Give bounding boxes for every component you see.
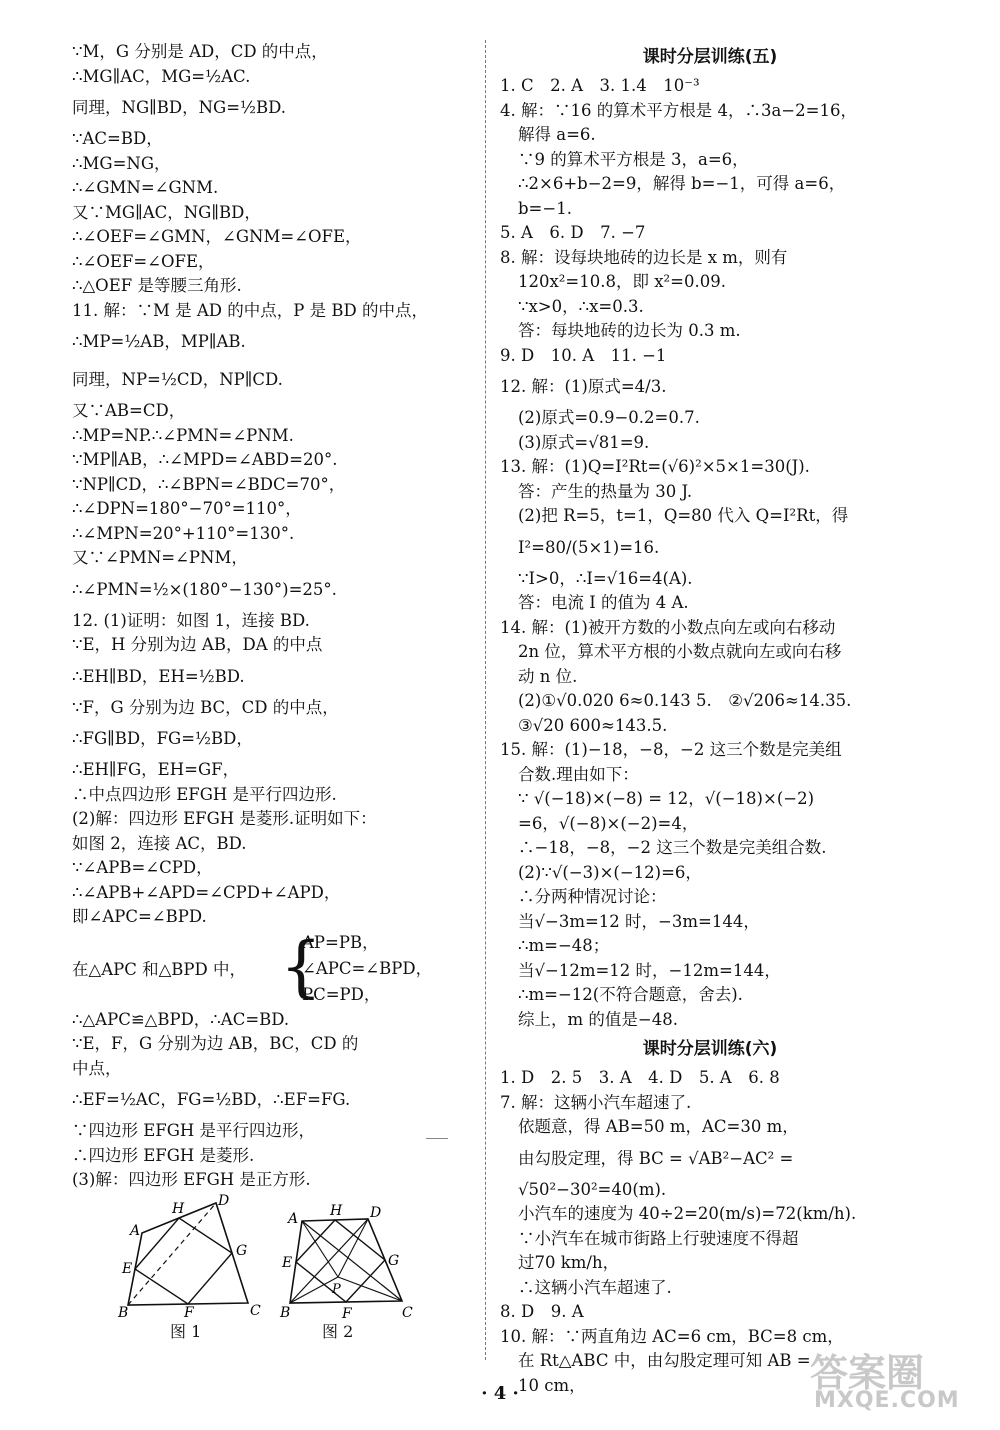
text-line: 小汽车的速度为 40÷2=20(m/s)=72(km/h). bbox=[518, 1204, 857, 1223]
text-line: ∴四边形 EFGH 是菱形. bbox=[72, 1145, 255, 1165]
text-line: b=−1. bbox=[518, 198, 572, 218]
stray-mark bbox=[426, 1138, 448, 1139]
left-solution-lines bbox=[72, 40, 472, 930]
text-line: ∴∠MPN=20°+110°=130°. bbox=[72, 523, 295, 543]
text-line: ∵NP∥CD，∴∠BPN=∠BDC=70°， bbox=[72, 474, 346, 494]
text-line: 12. 解：(1)原式=4/3. bbox=[500, 377, 667, 396]
text-line: ∴EF=½AC，FG=½BD，∴EF=FG. bbox=[72, 1090, 351, 1109]
text-line: 如图 2，连接 AC，BD. bbox=[72, 833, 247, 853]
section-title-6: 课时分层训练(六) bbox=[642, 1039, 778, 1059]
text-line: (2)原式=0.9−0.2=0.7. bbox=[518, 408, 700, 427]
text-line: 8. 解：设每块地砖的边长是 x m，则有 bbox=[500, 247, 788, 267]
text-line: ∴∠APB+∠APD=∠CPD+∠APD， bbox=[72, 882, 341, 902]
text-line: 又∵MG∥AC，NG∥BD， bbox=[72, 202, 261, 222]
text-line: ∴分两种情况讨论： bbox=[518, 887, 667, 906]
text-line: ∴中点四边形 EFGH 是平行四边形. bbox=[72, 784, 337, 804]
text-line: ∵∠APB=∠CPD， bbox=[72, 858, 213, 877]
quad-efgh-1 bbox=[135, 1218, 232, 1304]
system-label: 在△APC 和△BPD 中， bbox=[72, 959, 246, 979]
text-line: (3)原式=√81=9. bbox=[518, 432, 650, 452]
text-line: ∴∠PMN=½×(180°−130°)=25°. bbox=[72, 579, 337, 599]
text-line: ∵9 的算术平方根是 3，a=6， bbox=[518, 149, 749, 169]
text-line: 120x²=10.8，即 x²=0.09. bbox=[518, 272, 726, 291]
text-line: 答：每块地砖的边长为 0.3 m. bbox=[518, 321, 741, 340]
text-line: ∵四边形 EFGH 是平行四边形， bbox=[72, 1121, 316, 1140]
page-number: · 4 · bbox=[481, 1383, 519, 1404]
diagonal-bd-1 bbox=[128, 1200, 216, 1305]
text-line: ∴FG∥BD，FG=½BD， bbox=[72, 729, 253, 748]
quad-abcd-1 bbox=[128, 1200, 248, 1305]
text-line: 7. 解：这辆小汽车超速了. bbox=[500, 1092, 692, 1112]
text-line: ∴MP=NP.∴∠PMN=∠PNM. bbox=[72, 425, 294, 445]
label-b: B bbox=[118, 1304, 129, 1321]
text-line: ∴△APC≌△BPD，∴AC=BD. bbox=[72, 1009, 290, 1029]
left-column bbox=[72, 40, 472, 1343]
figure-2-caption: 图 2 bbox=[322, 1321, 354, 1341]
svg-text:A: A bbox=[288, 1210, 299, 1227]
text-line: ∴MG=NG， bbox=[72, 153, 171, 173]
watermark-logo bbox=[802, 1342, 982, 1422]
text-line: (3)解：四边形 EFGH 是正方形. bbox=[72, 1170, 311, 1189]
system-row: ∠APC=∠BPD， bbox=[302, 958, 433, 978]
text-line: 当√−3m=12 时，−3m=144， bbox=[518, 911, 760, 931]
text-line: I²=80/(5×1)=16. bbox=[518, 537, 660, 557]
figure-1 bbox=[120, 1193, 260, 1323]
text-line: 依题意，得 AB=50 m，AC=30 m， bbox=[518, 1117, 799, 1136]
text-line: 在 Rt△ABC 中，由勾股定理可知 AB = bbox=[518, 1351, 811, 1370]
right-column bbox=[500, 40, 920, 1398]
text-line: 又∵∠PMN=∠PNM， bbox=[72, 548, 248, 567]
segment-pc bbox=[338, 1277, 402, 1301]
text-line: ∴∠GMN=∠GNM. bbox=[72, 178, 219, 197]
text-line: ∴2×6+b−2=9，解得 b=−1，可得 a=6， bbox=[518, 174, 846, 193]
text-line: ∴这辆小汽车超速了. bbox=[518, 1277, 672, 1297]
text-line: ∴△OEF 是等腰三角形. bbox=[72, 276, 242, 295]
left-solution-lines-2 bbox=[72, 1008, 472, 1193]
label-f: F bbox=[184, 1304, 194, 1321]
text-line: ∵F，G 分别为边 BC，CD 的中点， bbox=[72, 697, 339, 717]
label-e: E bbox=[122, 1260, 133, 1277]
congruence-system bbox=[72, 927, 472, 1008]
watermark-top: 答案圈 bbox=[810, 1351, 925, 1395]
text-line: 综上，m 的值是−48. bbox=[518, 1009, 678, 1029]
text-line: ∵E，H 分别为边 AB，DA 的中点 bbox=[72, 635, 323, 654]
text-line: ∵x>0，∴x=0.3. bbox=[518, 296, 644, 316]
text-line: 1. D 2. 5 3. A 4. D 5. A 6. 8 bbox=[500, 1068, 780, 1087]
svg-text:G: G bbox=[388, 1252, 400, 1269]
system-row: PC=PD， bbox=[302, 984, 381, 1004]
figure-1-caption: 图 1 bbox=[170, 1321, 202, 1341]
text-line: 12. (1)证明：如图 1，连接 BD. bbox=[72, 610, 310, 630]
text-line: (2)把 R=5，t=1，Q=80 代入 Q=I²Rt，得 bbox=[518, 506, 849, 525]
section-title-5: 课时分层训练(五) bbox=[642, 47, 778, 67]
text-line: 当√−12m=12 时，−12m=144， bbox=[518, 960, 781, 980]
svg-text:P: P bbox=[332, 1281, 341, 1297]
text-line: ③√20 600≈143.5. bbox=[518, 715, 668, 735]
system-row: AP=PB， bbox=[302, 932, 379, 952]
text-line: 5. A 6. D 7. −7 bbox=[500, 223, 646, 242]
text-line: 解得 a=6. bbox=[518, 125, 596, 144]
text-line: ∵MP∥AB，∴∠MPD=∠ABD=20°. bbox=[72, 450, 338, 469]
figure-2 bbox=[282, 1193, 412, 1323]
text-line: 8. D 9. A bbox=[500, 1302, 584, 1321]
text-line: 10 cm， bbox=[518, 1375, 586, 1395]
figures bbox=[72, 1193, 472, 1343]
text-line: (2)∵√(−3)×(−12)=6， bbox=[518, 862, 702, 882]
text-line: ∵AC=BD， bbox=[72, 129, 163, 148]
label-c: C bbox=[250, 1302, 261, 1319]
text-line: 15. 解：(1)−18，−8，−2 这三个数是完美组 bbox=[500, 740, 842, 759]
text-line: 中点， bbox=[72, 1058, 122, 1078]
text-line: 合数.理由如下： bbox=[518, 764, 639, 784]
text-line: 答：产生的热量为 30 J. bbox=[518, 481, 693, 501]
text-line: ∵M，G 分别是 AD，CD 的中点， bbox=[72, 42, 328, 61]
svg-text:B: B bbox=[280, 1304, 291, 1321]
text-line: ∴−18，−8，−2 这三个数是完美组合数. bbox=[518, 838, 827, 857]
text-line: 9. D 10. A 11. −1 bbox=[500, 345, 667, 365]
system-rows bbox=[302, 930, 432, 1008]
text-line: 同理，NG∥BD，NG=½BD. bbox=[72, 98, 287, 117]
label-d: D bbox=[218, 1192, 230, 1209]
text-line: ∵小汽车在城市街路上行驶速度不得超 bbox=[518, 1228, 799, 1248]
text-line: ∴EH∥BD，EH=½BD. bbox=[72, 666, 245, 686]
text-line: ∵ √(−18)×(−8) = 12，√(−18)×(−2) bbox=[518, 789, 815, 808]
watermark-bottom: MXQE.COM bbox=[814, 1388, 960, 1413]
svg-text:H: H bbox=[330, 1202, 343, 1219]
text-line: 13. 解：(1)Q=I²Rt=(√6)²×5×1=30(J). bbox=[500, 457, 810, 476]
text-line: =6，√(−8)×(−2)=4， bbox=[518, 813, 699, 833]
text-line: ∴∠DPN=180°−70°=110°， bbox=[72, 499, 302, 518]
text-line: 过70 km/h， bbox=[518, 1253, 620, 1272]
text-line: (2)解：四边形 EFGH 是菱形.证明如下： bbox=[72, 809, 377, 828]
text-line: ∴m=−12(不符合题意，舍去). bbox=[518, 985, 743, 1004]
svg-text:D: D bbox=[370, 1204, 382, 1221]
text-line: ∴MP=½AB，MP∥AB. bbox=[72, 332, 246, 351]
right-solution-lines bbox=[500, 74, 920, 1032]
text-line: 又∵AB=CD， bbox=[72, 401, 186, 420]
text-line: (2)①√0.020 6≈0.143 5. ②√206≈14.35. bbox=[518, 691, 852, 710]
column-divider bbox=[485, 40, 486, 1360]
text-line: ∴EH∥FG，EH=GF， bbox=[72, 760, 240, 779]
label-h: H bbox=[172, 1200, 185, 1217]
text-line: ∴∠OEF=∠OFE， bbox=[72, 251, 215, 271]
brace-icon: { bbox=[280, 927, 322, 1005]
text-line: 动 n 位. bbox=[518, 666, 578, 686]
svg-text:E: E bbox=[282, 1254, 293, 1271]
text-line: 4. 解：∵16 的算术平方根是 4，∴3a−2=16， bbox=[500, 100, 857, 120]
segment-pd bbox=[338, 1219, 368, 1277]
label-a: A bbox=[130, 1222, 141, 1239]
text-line: ∵E，F，G 分别为边 AB，BC，CD 的 bbox=[72, 1034, 359, 1053]
text-line: √50²−30²=40(m). bbox=[518, 1179, 667, 1199]
text-line: 1. C 2. A 3. 1.4 10⁻³ bbox=[500, 76, 700, 95]
text-line: ∵I>0，∴I=√16=4(A). bbox=[518, 568, 693, 588]
text-line: 同理，NP=½CD，NP∥CD. bbox=[72, 370, 283, 389]
text-line: ∴MG∥AC，MG=½AC. bbox=[72, 66, 251, 86]
text-line: 由勾股定理，得 BC = √AB²−AC² = bbox=[518, 1148, 794, 1168]
svg-text:F: F bbox=[342, 1305, 352, 1322]
text-line: ∴∠OEF=∠GMN，∠GNM=∠OFE， bbox=[72, 227, 362, 246]
text-line: 答：电流 I 的值为 4 A. bbox=[518, 593, 689, 612]
text-line: 10. 解：∵两直角边 AC=6 cm，BC=8 cm， bbox=[500, 1326, 844, 1346]
label-g: G bbox=[236, 1242, 248, 1259]
text-line: ∴m=−48； bbox=[518, 936, 610, 955]
text-line: 2n 位，算术平方根的小数点就向左或向右移 bbox=[518, 642, 842, 661]
svg-text:C: C bbox=[402, 1304, 413, 1321]
text-line: 11. 解：∵M 是 AD 的中点，P 是 BD 的中点， bbox=[72, 300, 428, 320]
text-line: 即∠APC=∠BPD. bbox=[72, 907, 207, 926]
text-line: 14. 解：(1)被开方数的小数点向左或向右移动 bbox=[500, 617, 836, 637]
